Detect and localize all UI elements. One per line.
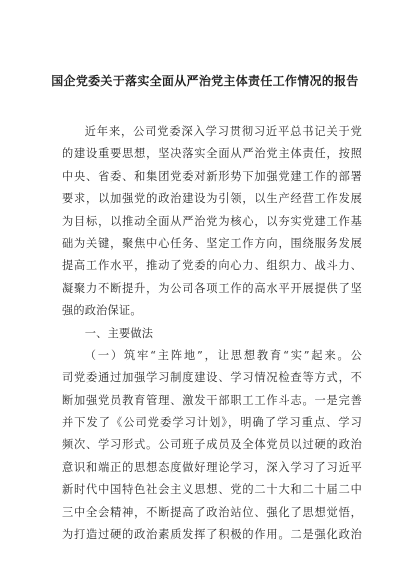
body-line: 提高工作水平，推动了党委的向心力、组织力、战斗力、 <box>62 259 362 273</box>
body-line: 新时代中国特色社会主义思想、党的二十大和二十届二中 <box>62 483 362 497</box>
body-line: 频次、学习形式。公司班子成员及全体党员以过硬的政治 <box>62 438 362 452</box>
body-line: 要求，以加强党的政治建设为引领，以生产经营工作发展 <box>62 192 362 206</box>
body-line: （一）筑牢“主阵地”，让思想教育“实”起来。公 <box>84 348 362 362</box>
body-line: 三中全会精神，不断提高了政治站位、强化了思想觉悟， <box>62 505 362 519</box>
body-line: 凝聚力不断提升，为公司各项工作的高水平开展提供了坚 <box>62 281 362 295</box>
body-line: 一、主要做法 <box>84 326 154 340</box>
body-line: 断加强党员教育管理、激发干部职工工作斗志。一是完善 <box>62 393 362 407</box>
body-line: 础为关键，聚焦中心任务、坚定工作方向，围绕服务发展 <box>62 236 362 250</box>
body-line: 强的政治保证。 <box>62 304 142 318</box>
body-line: 为目标，以推动全面从严治党为核心，以夯实党建工作基 <box>62 214 362 228</box>
body-line: 意识和端正的思想态度做好理论学习，深入学习了习近平 <box>62 460 362 474</box>
body-line: 并下发了《公司党委学习计划》，明确了学习重点、学习 <box>62 416 362 430</box>
document-title: 国企党委关于落实全面从严治党主体责任工作情况的报告 <box>51 74 359 88</box>
document-body <box>62 121 362 546</box>
body-line: 为打造过硬的政治素质发挥了积极的作用。二是强化政治 <box>62 528 362 542</box>
body-line: 的建设重要思想，坚决落实全面从严治党主体责任，按照 <box>62 147 362 161</box>
body-line: 中央、省委、和集团党委对新形势下加强党建工作的部署 <box>62 169 362 183</box>
body-line: 近年来，公司党委深入学习贯彻习近平总书记关于党 <box>84 125 362 138</box>
body-line: 司党委通过加强学习制度建设、学习情况检查等方式，不 <box>62 371 362 385</box>
